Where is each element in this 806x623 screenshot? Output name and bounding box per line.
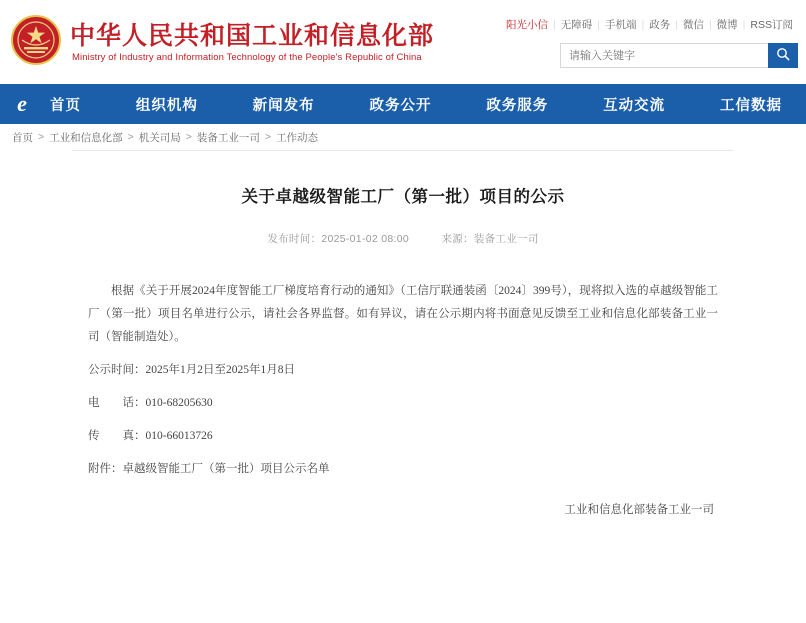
top-link-accessibility[interactable]: 无障碍 <box>560 19 593 31</box>
article <box>72 150 734 623</box>
breadcrumb-item-miit[interactable]: 工业和信息化部 <box>49 131 123 144</box>
breadcrumb-separator: > <box>185 131 192 143</box>
nav-item-industry-data[interactable]: 工信数据 <box>719 97 782 114</box>
publish-time-value: 2025-01-02 08:00 <box>321 233 410 245</box>
page-title: 关于卓越级智能工厂（第一批）项目的公示 <box>241 187 565 206</box>
divider: | <box>641 18 645 31</box>
nav-item-news[interactable]: 新闻发布 <box>252 97 315 114</box>
search-icon <box>776 47 790 64</box>
attachment-link[interactable]: 卓越级智能工厂（第一批）项目公示名单 <box>122 463 330 475</box>
breadcrumb-item-equipment-dept[interactable]: 装备工业一司 <box>196 131 260 144</box>
nav-item-home[interactable]: 首页 <box>50 97 81 114</box>
article-signature: 工业和信息化部装备工业一司 <box>564 504 714 516</box>
notice-period-line <box>88 359 718 382</box>
divider: | <box>553 18 556 31</box>
nav-item-government-services[interactable]: 政务服务 <box>486 97 549 114</box>
top-link-weibo[interactable]: 微博 <box>716 19 738 31</box>
attachment-line <box>88 458 718 481</box>
breadcrumb-item-home[interactable]: 首页 <box>12 131 33 144</box>
phone-line <box>88 392 718 415</box>
breadcrumb-item-departments[interactable]: 机关司局 <box>138 131 181 144</box>
article-body <box>72 280 734 522</box>
fax-line <box>88 425 718 448</box>
top-link-government[interactable]: 政务 <box>649 19 671 31</box>
site-title-en: Ministry of Industry and Information Technology of the People's Republic of China <box>72 52 422 63</box>
search-input[interactable] <box>560 43 768 68</box>
article-meta <box>72 231 734 246</box>
divider: | <box>597 18 600 31</box>
breadcrumb-separator: > <box>264 131 272 143</box>
phone-label: 电 话： <box>88 397 146 409</box>
site-title-cn: 中华人民共和国工业和信息化部 <box>70 23 435 50</box>
nav-item-organization[interactable]: 组织机构 <box>135 97 198 114</box>
nav-logo-icon <box>0 91 44 117</box>
source-label: 来源： <box>441 233 474 245</box>
phone-value: 010-68205630 <box>145 397 213 409</box>
source-value: 装备工业一司 <box>473 233 539 245</box>
notice-period-label: 公示时间： <box>88 364 146 376</box>
notice-period-value: 2025年1月2日至2025年1月8日 <box>145 364 295 376</box>
breadcrumb-separator: > <box>38 131 45 143</box>
attachment-label: 附件： <box>88 463 123 475</box>
national-emblem-icon <box>10 14 62 66</box>
breadcrumb-separator: > <box>127 131 134 143</box>
divider: | <box>708 18 712 31</box>
top-links <box>501 17 798 32</box>
publish-time-label: 发布时间： <box>267 233 322 245</box>
search-button[interactable] <box>768 43 798 68</box>
site-header <box>0 0 806 84</box>
breadcrumb <box>0 124 806 150</box>
nav-items <box>44 94 806 115</box>
fax-label: 传 真： <box>88 430 146 442</box>
breadcrumb-item-work-updates[interactable]: 工作动态 <box>276 131 319 144</box>
top-link-mobile[interactable]: 手机端 <box>604 19 637 31</box>
main-nav <box>0 84 806 124</box>
fax-value: 010-66013726 <box>145 430 213 442</box>
nav-item-government-affairs-open[interactable]: 政务公开 <box>369 97 432 114</box>
top-link-sunshine[interactable]: 阳光小信 <box>506 19 548 31</box>
top-link-rss[interactable]: RSS订阅 <box>750 19 793 31</box>
divider: | <box>742 18 746 31</box>
nav-logo-glyph: e <box>17 91 27 116</box>
nav-item-interaction[interactable]: 互动交流 <box>603 97 666 114</box>
search-box <box>560 43 798 68</box>
article-paragraph: 根据《关于开展2024年度智能工厂梯度培育行动的通知》（工信厅联通装函〔2024〕399号），现将拟入选的卓越级智能工厂（第一批）项目名单进行公示，请社会各界监督。如有异议，请在公示期内将书面意见反馈至工业和信息化部装备工业一司（智能制造处）。 <box>88 285 718 343</box>
divider: | <box>675 18 678 31</box>
top-link-wechat[interactable]: 微信 <box>682 19 704 31</box>
